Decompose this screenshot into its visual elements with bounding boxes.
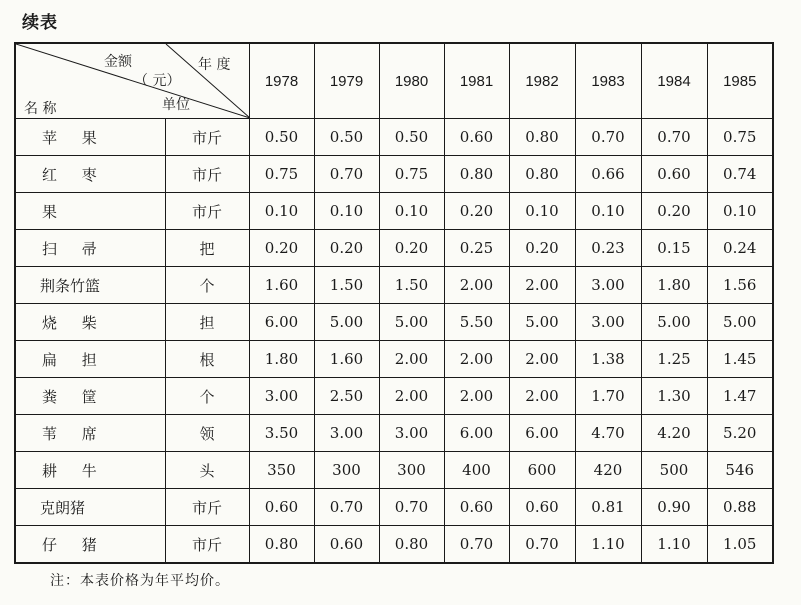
year-header-1981: 1981 — [444, 43, 509, 119]
price-cell: 0.24 — [707, 230, 773, 267]
price-cell: 1.56 — [707, 267, 773, 304]
price-cell: 0.20 — [249, 230, 314, 267]
price-cell: 2.00 — [444, 267, 509, 304]
table-row — [15, 489, 773, 526]
price-cell: 3.00 — [249, 378, 314, 415]
price-cell: 0.60 — [444, 119, 509, 156]
price-cell: 5.20 — [707, 415, 773, 452]
price-cell: 0.80 — [379, 526, 444, 564]
price-cell: 300 — [379, 452, 444, 489]
price-cell: 1.10 — [575, 526, 641, 564]
price-cell: 0.20 — [444, 193, 509, 230]
price-cell: 1.30 — [641, 378, 707, 415]
table-caption: 续表 — [22, 13, 58, 33]
price-cell: 2.00 — [379, 341, 444, 378]
price-cell: 1.80 — [249, 341, 314, 378]
item-name-cell: 克朗猪 — [15, 489, 165, 526]
footnote: 注：本表价格为年平均价。 — [50, 573, 230, 589]
item-name-cell: 扫 帚 — [15, 230, 165, 267]
price-cell: 1.47 — [707, 378, 773, 415]
item-name-cell: 粪 筐 — [15, 378, 165, 415]
item-name-cell: 耕 牛 — [15, 452, 165, 489]
table-row — [15, 119, 773, 156]
price-cell: 0.80 — [444, 156, 509, 193]
table-row — [15, 193, 773, 230]
price-cell: 0.75 — [707, 119, 773, 156]
item-name-cell: 仔 猪 — [15, 526, 165, 564]
unit-cell: 领 — [165, 415, 249, 452]
item-name-cell: 果 — [15, 193, 165, 230]
price-cell: 1.50 — [314, 267, 379, 304]
item-name-cell: 荆条竹篮 — [15, 267, 165, 304]
price-cell: 0.20 — [379, 230, 444, 267]
price-cell: 0.80 — [509, 119, 575, 156]
unit-cell: 头 — [165, 452, 249, 489]
price-cell: 0.10 — [575, 193, 641, 230]
price-cell: 5.00 — [641, 304, 707, 341]
price-cell: 0.74 — [707, 156, 773, 193]
price-cell: 1.70 — [575, 378, 641, 415]
price-cell: 0.10 — [379, 193, 444, 230]
unit-cell: 市斤 — [165, 156, 249, 193]
price-cell: 0.75 — [249, 156, 314, 193]
table-row — [15, 341, 773, 378]
price-cell: 0.80 — [509, 156, 575, 193]
year-label: 年 度 — [198, 57, 231, 73]
item-name-cell: 烧 柴 — [15, 304, 165, 341]
unit-cell: 市斤 — [165, 119, 249, 156]
price-cell: 5.50 — [444, 304, 509, 341]
price-cell: 0.60 — [509, 489, 575, 526]
price-cell: 1.80 — [641, 267, 707, 304]
price-cell: 0.10 — [707, 193, 773, 230]
price-cell: 2.00 — [509, 378, 575, 415]
price-cell: 4.20 — [641, 415, 707, 452]
price-cell: 0.20 — [509, 230, 575, 267]
year-header-1978: 1978 — [249, 43, 314, 119]
table-row — [15, 230, 773, 267]
price-cell: 1.10 — [641, 526, 707, 564]
price-cell: 0.23 — [575, 230, 641, 267]
price-cell: 1.60 — [249, 267, 314, 304]
unit-cell: 市斤 — [165, 489, 249, 526]
item-name-cell: 苹 果 — [15, 119, 165, 156]
price-cell: 0.90 — [641, 489, 707, 526]
unit-cell: 市斤 — [165, 193, 249, 230]
unit-cell: 个 — [165, 378, 249, 415]
price-cell: 3.50 — [249, 415, 314, 452]
price-cell: 1.38 — [575, 341, 641, 378]
table-row — [15, 452, 773, 489]
price-cell: 1.45 — [707, 341, 773, 378]
price-cell: 0.10 — [509, 193, 575, 230]
price-cell: 2.00 — [444, 378, 509, 415]
unit-label: 单位 — [162, 97, 190, 113]
price-cell: 0.70 — [379, 489, 444, 526]
price-cell: 350 — [249, 452, 314, 489]
price-cell: 2.50 — [314, 378, 379, 415]
price-cell: 3.00 — [575, 267, 641, 304]
year-header-1984: 1984 — [641, 43, 707, 119]
amount-label: 金额 — [104, 54, 132, 70]
price-cell: 0.10 — [249, 193, 314, 230]
price-cell: 0.60 — [314, 526, 379, 564]
year-header-1982: 1982 — [509, 43, 575, 119]
price-cell: 5.00 — [707, 304, 773, 341]
price-cell: 0.80 — [249, 526, 314, 564]
price-cell: 3.00 — [575, 304, 641, 341]
currency-label: （ 元） — [134, 73, 181, 89]
price-cell: 0.70 — [444, 526, 509, 564]
price-cell: 0.70 — [314, 156, 379, 193]
price-cell: 0.50 — [379, 119, 444, 156]
price-cell: 546 — [707, 452, 773, 489]
price-cell: 0.70 — [641, 119, 707, 156]
year-header-1979: 1979 — [314, 43, 379, 119]
price-cell: 0.60 — [444, 489, 509, 526]
price-cell: 6.00 — [509, 415, 575, 452]
price-cell: 0.15 — [641, 230, 707, 267]
price-cell: 1.05 — [707, 526, 773, 564]
price-cell: 0.75 — [379, 156, 444, 193]
price-cell: 420 — [575, 452, 641, 489]
price-cell: 300 — [314, 452, 379, 489]
price-cell: 0.20 — [641, 193, 707, 230]
price-cell: 3.00 — [379, 415, 444, 452]
unit-cell: 担 — [165, 304, 249, 341]
price-cell: 0.70 — [314, 489, 379, 526]
price-cell: 5.00 — [379, 304, 444, 341]
price-table — [14, 42, 774, 564]
price-cell: 0.25 — [444, 230, 509, 267]
year-header-1985: 1985 — [707, 43, 773, 119]
price-cell: 400 — [444, 452, 509, 489]
price-cell: 0.88 — [707, 489, 773, 526]
price-cell: 600 — [509, 452, 575, 489]
table-row — [15, 378, 773, 415]
price-cell: 3.00 — [314, 415, 379, 452]
table-row — [15, 156, 773, 193]
price-cell: 1.50 — [379, 267, 444, 304]
price-cell: 6.00 — [444, 415, 509, 452]
table-row — [15, 415, 773, 452]
price-cell: 5.00 — [509, 304, 575, 341]
price-cell: 6.00 — [249, 304, 314, 341]
price-cell: 4.70 — [575, 415, 641, 452]
unit-cell: 根 — [165, 341, 249, 378]
price-cell: 0.60 — [641, 156, 707, 193]
corner-header-cell — [15, 43, 249, 119]
year-header-1983: 1983 — [575, 43, 641, 119]
price-cell: 1.60 — [314, 341, 379, 378]
price-cell: 0.81 — [575, 489, 641, 526]
price-cell: 0.50 — [314, 119, 379, 156]
price-cell: 5.00 — [314, 304, 379, 341]
header-row — [15, 43, 773, 119]
price-cell: 2.00 — [509, 341, 575, 378]
unit-cell: 个 — [165, 267, 249, 304]
price-cell: 0.70 — [575, 119, 641, 156]
price-cell: 0.60 — [249, 489, 314, 526]
unit-cell: 市斤 — [165, 526, 249, 564]
price-cell: 0.66 — [575, 156, 641, 193]
name-label: 名 称 — [24, 101, 57, 117]
item-name-cell: 扁 担 — [15, 341, 165, 378]
price-cell: 0.20 — [314, 230, 379, 267]
price-cell: 0.50 — [249, 119, 314, 156]
table-row — [15, 267, 773, 304]
price-cell: 2.00 — [444, 341, 509, 378]
table-row — [15, 304, 773, 341]
price-cell: 2.00 — [509, 267, 575, 304]
item-name-cell: 苇 席 — [15, 415, 165, 452]
unit-cell: 把 — [165, 230, 249, 267]
price-cell: 0.70 — [509, 526, 575, 564]
price-cell: 2.00 — [379, 378, 444, 415]
item-name-cell: 红 枣 — [15, 156, 165, 193]
table-row — [15, 526, 773, 564]
year-header-1980: 1980 — [379, 43, 444, 119]
price-cell: 0.10 — [314, 193, 379, 230]
price-cell: 1.25 — [641, 341, 707, 378]
price-cell: 500 — [641, 452, 707, 489]
